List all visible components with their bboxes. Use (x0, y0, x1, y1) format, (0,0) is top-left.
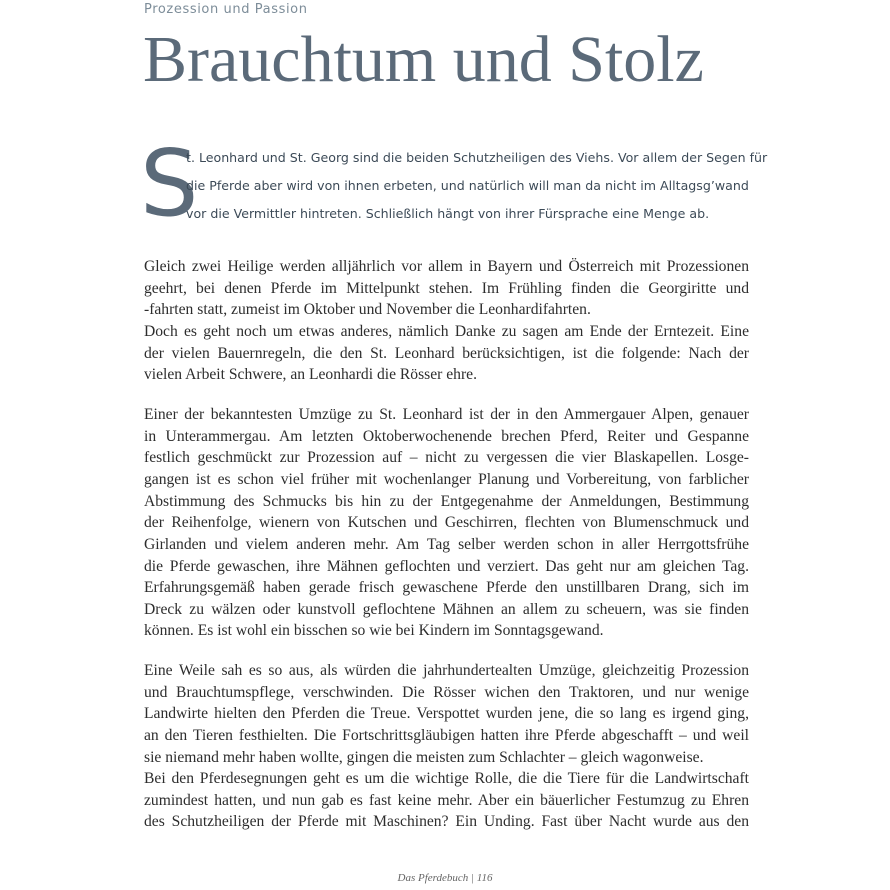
body-line: Landwirte hielten den Pferden die Treue. Verspottet wurden jene, die so lang es irgend ging, (144, 705, 749, 722)
body-line: Dreck zu wälzen oder kunstvoll geflochtene Mähnen an allem zu scheuern, was sie finden (144, 601, 749, 618)
body-line: Gleich zwei Heilige werden alljährlich vor allem in Bayern und Österreich mit Prozessionen (144, 258, 749, 275)
body-line: Doch es geht noch um etwas anderes, nämlich Danke zu sagen am Ende der Erntezeit. Eine (144, 323, 749, 340)
body-line: vielen Arbeit Schwere, an Leonhardi die Rösser ehre. (144, 366, 477, 383)
lede-line: vor die Vermittler hintreten. Schließlich hängt von ihrer Fürsprache eine Menge ab. (186, 206, 710, 221)
body-line: Abstimmung des Schmucks bis hin zu der Entgegenahme der Anmeldungen, Bestimmung (144, 493, 749, 510)
page-title: Brauchtum und Stolz (143, 23, 704, 96)
body-line: in Unterammergau. Am letzten Oktoberwochenende brechen Pferd, Reiter und Gespanne (144, 428, 749, 445)
body-line: an den Tieren festhielten. Die Fortschrittsgläubigen hatten ihre Pferde abgeschafft – und weil (144, 727, 749, 744)
body-line: des Schutzheiligen der Pferde mit Maschinen? Ein Unding. Fast über Nacht wurde aus den (144, 813, 749, 830)
body-line: Girlanden und vielem anderen mehr. Am Tag selber werden schon in aller Herrgottsfrühe (144, 536, 749, 553)
body-line: Eine Weile sah es so aus, als würden die jahrhundertealten Umzüge, gleichzeitig Prozession (144, 662, 749, 679)
body-line: Einer der bekanntesten Umzüge zu St. Leonhard ist der in den Ammergauer Alpen, genauer (144, 406, 749, 423)
drop-cap: S (140, 130, 199, 237)
body-line: gangen ist es schon viel früher mit wochenlanger Planung und Vorbereitung, von farblicher (144, 471, 749, 488)
body-line: festlich geschmückt zur Prozession auf – nicht zu vergessen die vier Blaskapellen. Losge- (144, 449, 749, 466)
body-line: die Pferde gewaschen, ihre Mähnen geflochten und verziert. Das geht nur am gleichen Tag. (144, 558, 749, 575)
body-line: der vielen Bauernregeln, die den St. Leonhard berücksichtigen, ist die folgende: Nach der (144, 345, 749, 362)
body-line: der Reihenfolge, wienern von Kutschen und Geschirren, flechten von Blumenschmuck und (144, 514, 749, 531)
body-line: und Brauchtumspflege, verschwinden. Die Rösser wichen den Traktoren, und nur wenige (144, 684, 749, 701)
section-kicker: Prozession und Passion (144, 2, 308, 17)
lede-line: die Pferde aber wird von ihnen erbeten, und natürlich will man da nicht im Alltagsg’wand (186, 178, 749, 193)
body-line: zumindest hatten, und nun gab es fast keine mehr. Aber ein bäuerlicher Festumzug zu Ehren (144, 792, 749, 809)
body-line: können. Es ist wohl ein bisschen so wie bei Kindern im Sonntagsgewand. (144, 622, 604, 639)
body-line: Erfahrungsgemäß haben gerade frisch gewaschene Pferde den unstillbaren Drang, sich im (144, 579, 749, 596)
body-line: Bei den Pferdesegnungen geht es um die wichtige Rolle, die die Tiere für die Landwirtschaft (144, 770, 749, 787)
lede-line: t. Leonhard und St. Georg sind die beiden Schutzheiligen des Viehs. Vor allem der Segen für (186, 150, 768, 165)
body-line: -fahrten statt, zumeist im Oktober und November die Leonhardifahrten. (144, 301, 591, 318)
page-footer: Das Pferdebuch | 116 (397, 872, 493, 884)
body-line: sie niemand mehr haben wollte, gingen die meisten zum Schlachter – gleich wagonweise. (144, 749, 704, 766)
body-line: geehrt, bei denen Pferde im Mittelpunkt stehen. Im Frühling finden die Georgiritte und (144, 280, 749, 297)
